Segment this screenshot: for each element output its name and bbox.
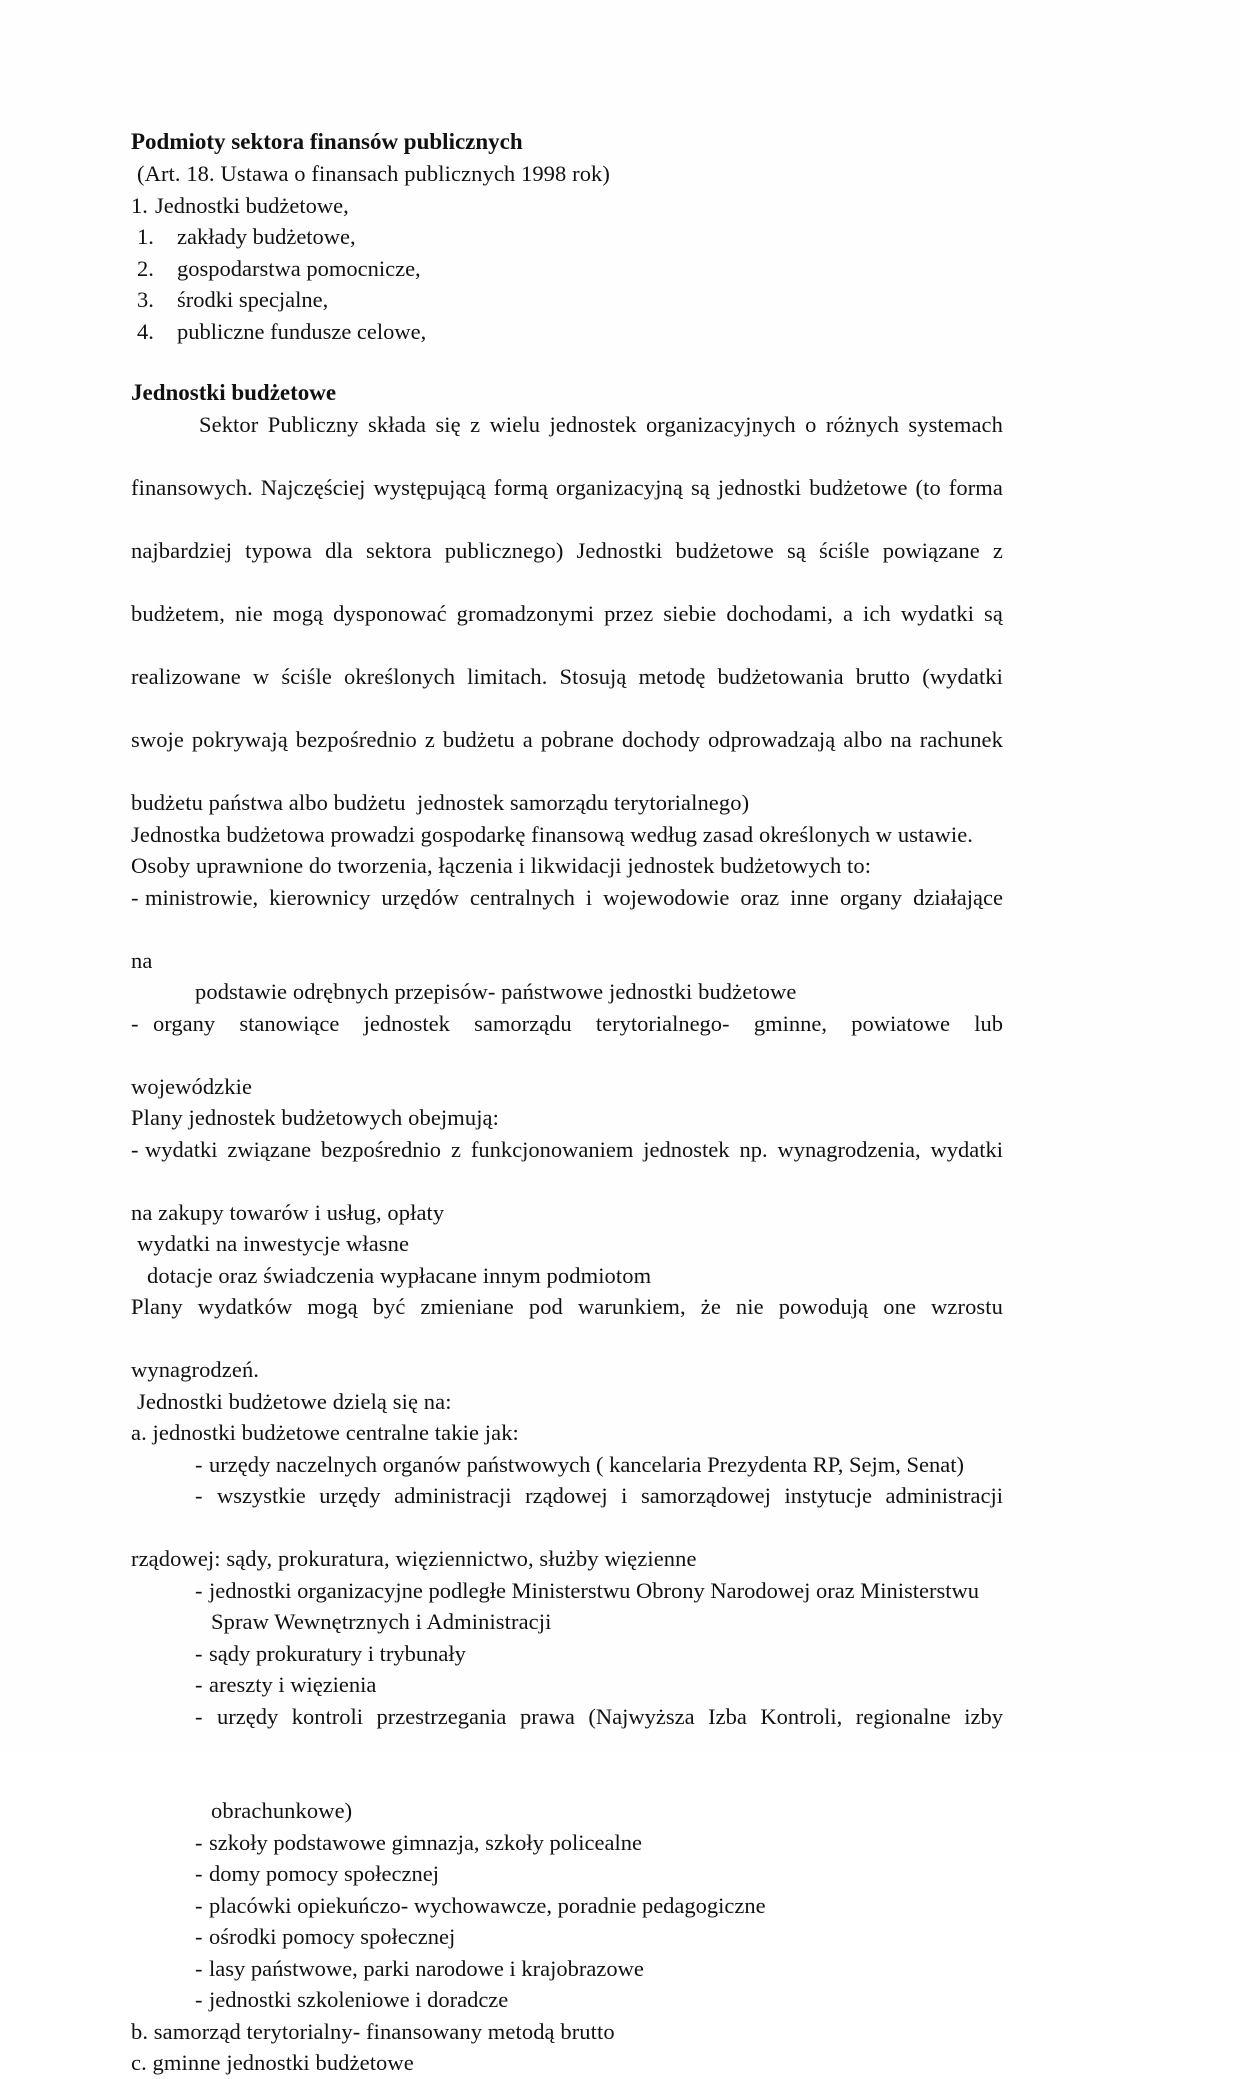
dash-icon: -	[195, 1829, 203, 1855]
dash-bullet-ministrowie	[131, 882, 1003, 945]
paragraph-line: budżetem, nie mogą dysponować gromadzonymi przez siebie dochodami, a ich wydatki są	[131, 601, 1003, 626]
dash-icon: -	[195, 1861, 203, 1886]
dash-bullet-line: jednostki szkoleniowe i doradcze	[209, 1987, 509, 2012]
list-marker: 2.	[137, 255, 154, 281]
dash-bullet-line: podstawie odrębnych przepisów- państwowe jednostki budżetowe	[195, 979, 797, 1004]
dash-bullet-line: szkoły podstawowe gimnazja, szkoły policealne	[209, 1829, 643, 1855]
dash-bullet-line: organy stanowiące jednostek samorządu terytorialnego- gminne, powiatowe lub	[153, 1010, 1003, 1036]
list-item-label: publiczne fundusze celowe,	[177, 318, 427, 344]
list-item-label: środki specjalne,	[177, 287, 329, 312]
list-marker: 3.	[137, 287, 154, 312]
list-item-label: zakłady budżetowe,	[177, 224, 356, 249]
dash-icon: -	[195, 1987, 203, 2012]
dash-bullet-line: domy pomocy społecznej	[209, 1861, 439, 1886]
statement-rzadowej: rządowej: sądy, prokuratura, więziennictwo, służby więzienne	[131, 1546, 697, 1571]
dash-bullet-mon	[195, 1575, 1003, 1607]
list-item-label: Jednostki budżetowe,	[155, 192, 349, 218]
dash-icon: -	[131, 884, 139, 910]
list-item	[131, 253, 1003, 285]
dash-bullet-wszystkie-urzedy	[195, 1480, 1003, 1543]
dash-bullet-line: wszystkie urzędy administracji rządowej i samorządowej instytucje administracji	[217, 1483, 1003, 1508]
dash-icon: -	[195, 1955, 203, 1981]
dash-icon: -	[195, 1483, 203, 1508]
dash-bullet-placowki	[195, 1890, 1003, 1922]
dash-bullet-lasy	[195, 1953, 1003, 1985]
statement-dotacje: dotacje oraz świadczenia wypłacane innym podmiotom	[147, 1262, 652, 1288]
dash-icon: -	[195, 1672, 203, 1697]
dash-bullet-domy-pomocy	[195, 1858, 1003, 1890]
list-marker: 4.	[137, 318, 154, 344]
blank-line	[131, 1764, 1003, 1796]
dash-icon: -	[195, 1451, 203, 1477]
list-marker: 1.	[131, 192, 148, 218]
paragraph-line: wynagrodzeń.	[131, 1357, 260, 1382]
dash-bullet-sady	[195, 1638, 1003, 1670]
dash-bullet-line: lasy państwowe, parki narodowe i krajobrazowe	[209, 1955, 644, 1981]
dash-bullet-line: na zakupy towarów i usług, opłaty	[131, 1199, 445, 1225]
paragraph-line: finansowych. Najczęściej występującą formą organizacyjną są jednostki budżetowe (to forma	[131, 475, 1003, 500]
statement-osoby-uprawnione: Osoby uprawnione do tworzenia, łączenia i likwidacji jednostek budżetowych to:	[131, 853, 872, 878]
paragraph-line: najbardziej typowa dla sektora publicznego) Jednostki budżetowe są ściśle powiązane z	[131, 538, 1003, 563]
statement-inwestycje-wlasne: wydatki na inwestycje własne	[137, 1231, 410, 1256]
paragraph-line: Sektor Publiczny składa się z wielu jednostek organizacyjnych o różnych systemach	[199, 412, 1003, 437]
dash-icon: -	[195, 1640, 203, 1666]
legal-reference: (Art. 18. Ustawa o finansach publicznych 1998 rok)	[137, 161, 610, 186]
dash-bullet-urzedy-naczelne	[195, 1449, 1003, 1481]
statement-plany-jednostek: Plany jednostek budżetowych obejmują:	[131, 1105, 499, 1130]
item-a-label: a. jednostki budżetowe centralne takie jak:	[131, 1420, 519, 1445]
list-item	[131, 284, 1003, 316]
item-b-label: b. samorząd terytorialny- finansowany metodą brutto	[131, 2018, 615, 2044]
paragraph-line: Plany wydatków mogą być zmieniane pod warunkiem, że nie powodują one wzrostu	[131, 1294, 1003, 1319]
dash-bullet-line: Spraw Wewnętrznych i Administracji	[211, 1609, 552, 1634]
dash-icon: -	[195, 1577, 203, 1603]
document-body	[131, 126, 1003, 2079]
paragraph-line: swoje pokrywają bezpośrednio z budżetu a pobrane dochody odprowadzają albo na rachunek	[131, 727, 1003, 752]
dash-bullet-line: jednostki organizacyjne podległe Ministerstwu Obrony Narodowej oraz Ministerstwu	[209, 1577, 980, 1603]
section-heading: Jednostki budżetowe	[131, 380, 337, 405]
dash-icon: -	[131, 1136, 139, 1162]
dash-icon: -	[131, 1010, 139, 1036]
dash-bullet-osrodki	[195, 1921, 1003, 1953]
page-title: Podmioty sektora finansów publicznych	[131, 129, 523, 154]
dash-bullet-line: urzędy naczelnych organów państwowych ( kancelaria Prezydenta RP, Sejm, Senat)	[209, 1451, 964, 1477]
dash-bullet-line: ministrowie, kierownicy urzędów centralnych i wojewodowie oraz inne organy działające	[145, 884, 1003, 910]
list-item	[131, 316, 1003, 348]
paragraph-line: realizowane w ściśle określonych limitach. Stosują metodę budżetowania brutto (wydatki	[131, 664, 1003, 689]
dash-bullet-areszty	[195, 1669, 1003, 1701]
dash-bullet-organy	[131, 1008, 1003, 1071]
dash-bullet-line: wojewódzkie	[131, 1073, 253, 1099]
dash-icon: -	[195, 1924, 203, 1949]
statement-jednostka-budzetowa: Jednostka budżetowa prowadzi gospodarkę finansową według zasad określonych w ustawie.	[131, 821, 974, 847]
dash-bullet-line: placówki opiekuńczo- wychowawcze, poradnie pedagogiczne	[209, 1892, 766, 1918]
list-item-label: gospodarstwa pomocnicze,	[177, 255, 421, 281]
dash-bullet-line: na	[131, 947, 153, 973]
dash-bullet-line: ośrodki pomocy społecznej	[209, 1924, 456, 1949]
dash-bullet-line: wydatki związane bezpośrednio z funkcjonowaniem jednostek np. wynagrodzenia, wydatki	[145, 1136, 1003, 1162]
dash-bullet-line: areszty i więzienia	[209, 1672, 377, 1697]
dash-bullet-line: sądy prokuratury i trybunały	[209, 1640, 466, 1666]
dash-icon: -	[195, 1703, 203, 1729]
dash-bullet-jednostki-szkoleniowe	[195, 1984, 1003, 2016]
dash-bullet-urzedy-kontroli	[195, 1701, 1003, 1764]
dash-bullet-wydatki	[131, 1134, 1003, 1197]
dash-icon: -	[195, 1892, 203, 1918]
statement-dziela-sie: Jednostki budżetowe dzielą się na:	[137, 1388, 452, 1414]
item-c-label: c. gminne jednostki budżetowe	[131, 2050, 414, 2075]
dash-bullet-szkoly	[195, 1827, 1003, 1859]
list-item	[131, 190, 1003, 222]
dash-bullet-line: urzędy kontroli przestrzegania prawa (Najwyższa Izba Kontroli, regionalne izby	[217, 1703, 1003, 1729]
paragraph-line: budżetu państwa albo budżetu jednostek samorządu terytorialnego)	[131, 790, 750, 815]
list-item	[131, 221, 1003, 253]
list-marker: 1.	[137, 224, 154, 249]
dash-bullet-line: obrachunkowe)	[211, 1798, 353, 1823]
